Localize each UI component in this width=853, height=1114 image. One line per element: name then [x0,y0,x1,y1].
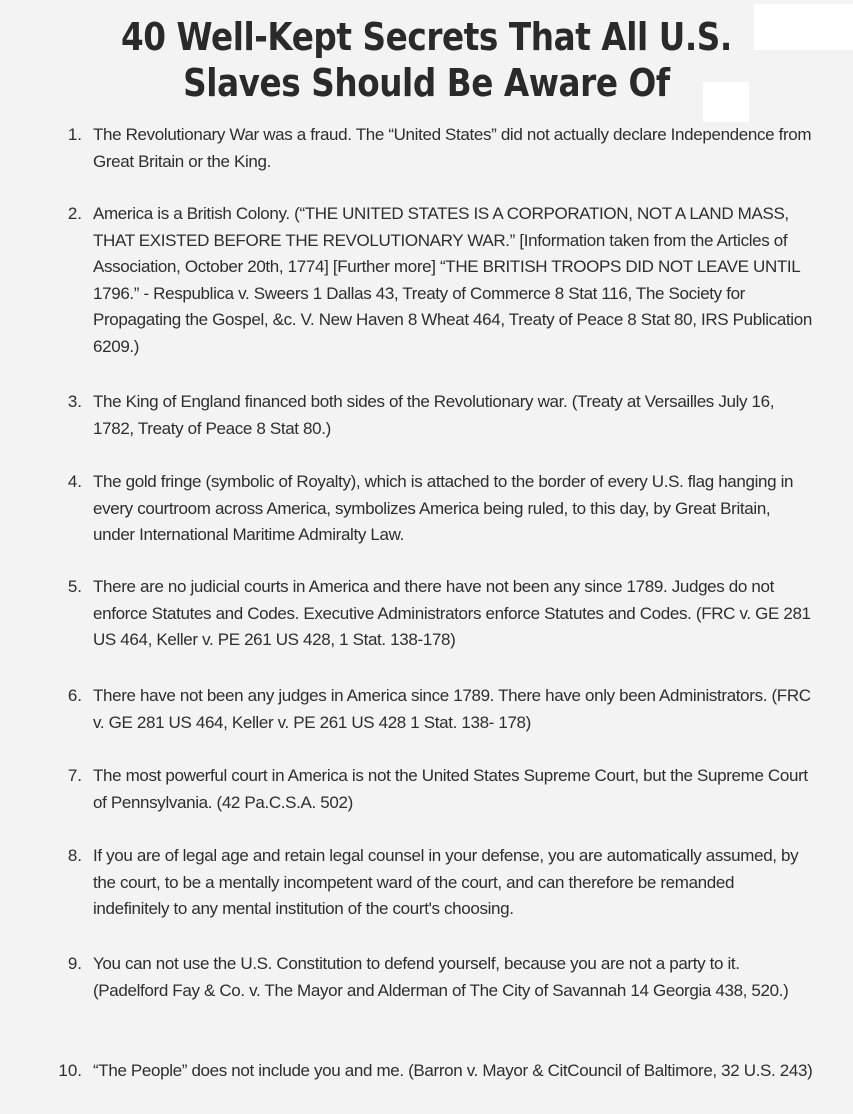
item-number: 1. [67,125,82,144]
item-text: The King of England financed both sides of the Revolutionary war. (Treaty at Versailles July 16, 1782, Treaty of Peace 8 Stat 80.) [93,392,775,438]
item-text: America is a British Colony. (“THE UNITED STATES IS A CORPORATION, NOT A LAND MASS, THAT EXISTED BEFORE THE REVOLUTIONARY WAR.” [Information taken from the Articles of Association, October 20th, 1774] [Further more] “THE BRITISH TROOPS DID NOT LEAVE UNTIL 1796.” - Respublica v. Sweers 1 Dallas 43, Treaty of Commerce 8 Stat 116, The Society for Propagating the Gospel, &c. V. New Haven 8 Wheat 464, Treaty of Peace 8 Stat 80, IRS Publication 6209.) [93,204,812,356]
list-item [0,763,853,816]
list-item [0,951,853,1004]
list-item [0,1058,853,1085]
redaction-box [703,82,749,122]
item-number: 10. [58,1061,82,1080]
item-text: If you are of legal age and retain legal counsel in your defense, you are automatically assumed, by the court, to be a mentally incompetent ward of the court, and can therefore be remanded indefinitely to any mental institution of the court's choosing. [93,846,799,919]
item-number: 5. [67,577,82,596]
item-number: 9. [67,954,82,973]
list-item [0,122,853,175]
item-number: 8. [67,846,82,865]
redaction-box [754,4,853,50]
list-item [0,574,853,654]
item-text: “The People” does not include you and me. (Barron v. Mayor & CitCouncil of Baltimore, 32 U.S. 243) [93,1061,813,1080]
list-item [0,469,853,549]
item-text: The Revolutionary War was a fraud. The “United States” did not actually declare Independence from Great Britain or the King. [93,125,812,171]
item-number: 4. [67,472,82,491]
title-line-2: Slaves Should Be Aware Of [183,61,670,105]
item-text: You can not use the U.S. Constitution to defend yourself, because you are not a party to it. (Padelford Fay & Co. v. The Mayor and Alderman of The City of Savannah 14 Georgia 438, 520.) [93,954,789,1000]
list-item [0,683,853,736]
item-text: The most powerful court in America is not the United States Supreme Court, but the Supreme Court of Pennsylvania. (42 Pa.C.S.A. 502) [93,766,808,812]
list-item [0,389,853,442]
item-number: 2. [67,204,82,223]
list-item [0,843,853,923]
item-text: There have not been any judges in America since 1789. There have only been Administrators. (FRC v. GE 281 US 464, Keller v. PE 261 US 428 1 Stat. 138- 178) [93,686,811,732]
item-number: 7. [67,766,82,785]
item-number: 6. [67,686,82,705]
item-number: 3. [67,392,82,411]
document-title [60,14,794,106]
list-item [0,201,853,361]
title-line-1: 40 Well-Kept Secrets That All U.S. [120,15,732,59]
item-text: There are no judicial courts in America and there have not been any since 1789. Judges do not enforce Statutes and Codes. Executive Administrators enforce Statutes and Codes. (FRC v. GE 281 US 464, Keller v. PE 261 US 428, 1 Stat. 138-178) [93,577,811,650]
item-text: The gold fringe (symbolic of Royalty), which is attached to the border of every U.S. flag hanging in every courtroom across America, symbolizes America being ruled, to this day, by Great Britain, under International Maritime Admiralty Law. [93,472,794,545]
